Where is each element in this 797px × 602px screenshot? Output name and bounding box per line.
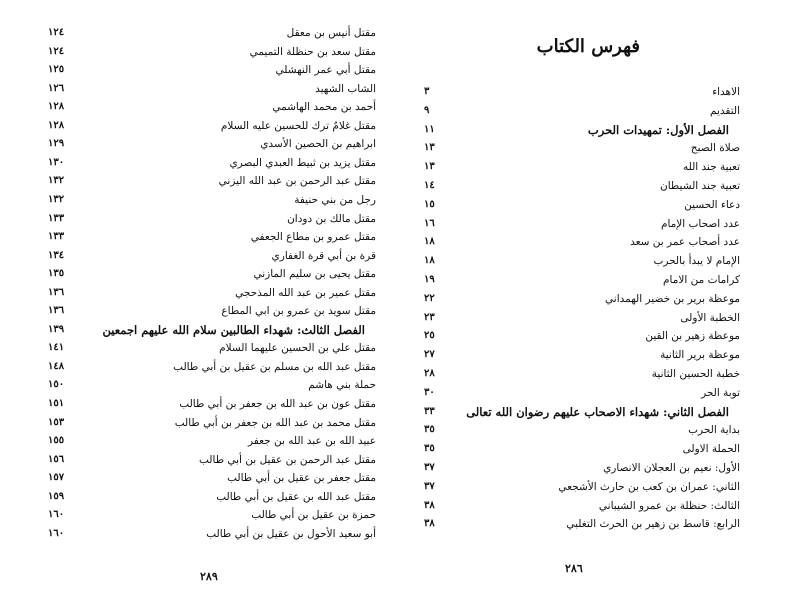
- toc-entry: [660, 177, 740, 195]
- entry-title: مقتل علي بن الحسين عليهما السلام: [219, 342, 376, 355]
- chapter-heading: الفصل الأول: تمهيدات الحرب: [587, 122, 729, 137]
- entry-title: عبيد الله بن عبد الله بن جعفر: [247, 435, 376, 448]
- entry-page-number: ١٢٦: [48, 82, 65, 94]
- entry-title: الخطبة الأولى: [680, 311, 740, 324]
- entry-title: الثاني: عمران بن كعب بن حارث الأشجعي: [558, 480, 740, 493]
- entry-page-number: ١٣٦: [48, 305, 65, 317]
- entry-page-number: ١٦٠: [48, 509, 65, 521]
- toc-entry: [653, 252, 740, 270]
- toc-entry: [680, 309, 740, 327]
- entry-page-number: ١١: [424, 123, 435, 135]
- entry-title: عدد اصحاب الإمام: [660, 217, 740, 230]
- entry-page-number: ١٢٨: [48, 119, 65, 131]
- toc-entry: [630, 233, 740, 251]
- entry-title: الأول: نعيم بن العجلان الانصاري: [603, 462, 740, 474]
- entry-title: مقتل عمير بن عبد الله المذحجي: [235, 286, 376, 299]
- entry-page-number: ١٣٤: [48, 249, 65, 261]
- entry-title: مقتل عون بن عبد الله بن جعفر بن أبي طالب: [179, 398, 376, 410]
- toc-entry: [566, 515, 740, 533]
- page-number-left: ٢٨٩: [200, 570, 218, 583]
- toc-entry: [663, 271, 740, 289]
- entry-title: التقديم: [709, 104, 740, 117]
- toc-entry: [308, 376, 376, 394]
- toc-entry: [219, 172, 376, 190]
- entry-title: حمزة بن عقيل بن أبي طالب: [251, 509, 376, 522]
- entry-title: تعبية جند الله: [682, 161, 740, 174]
- entry-page-number: ٢٨: [424, 368, 435, 379]
- entry-page-number: ٣٧: [424, 462, 435, 473]
- entry-title: مقتل سويد بن عمرو بن ابي المطاع: [221, 305, 376, 318]
- toc-entry: [199, 451, 376, 469]
- toc-entry: [683, 440, 740, 458]
- toc-entry: [588, 121, 729, 139]
- toc-entry: [216, 488, 376, 506]
- toc-entry: [466, 403, 729, 421]
- chapter-heading: الفصل الثاني: شهداء الاصحاب عليهم رضوان الله تعالى: [466, 404, 729, 419]
- entry-page-number: ١٥٠: [48, 379, 65, 391]
- entry-page-number: ٣٥: [424, 443, 435, 455]
- entry-page-number: ٢٢: [424, 292, 435, 304]
- entry-title: الثالث: حنظلة بن عمرو الشيباني: [598, 499, 740, 512]
- toc-entry: [645, 327, 740, 345]
- entry-page-number: ١٤: [424, 180, 435, 191]
- toc-entry: [175, 414, 376, 432]
- entry-page-number: ١٣٢: [48, 193, 65, 205]
- toc-entry: [251, 228, 376, 246]
- entry-page-number: ١٣٣: [48, 212, 65, 224]
- entry-page-number: ١٥٣: [48, 416, 65, 428]
- toc-entry: [287, 210, 376, 228]
- entry-title: مقتل جعفر بن عقيل بن أبي طالب: [227, 472, 376, 485]
- toc-entry: [253, 265, 376, 283]
- entry-title: الإمام لا يبدأ بالحرب: [653, 255, 740, 268]
- entry-title: بداية الحرب: [688, 424, 740, 437]
- page-number-right: ٢٨٦: [565, 562, 583, 575]
- entry-page-number: ١٢٩: [48, 138, 65, 150]
- toc-entry: [173, 358, 376, 376]
- entry-title: الشاب الشهيد: [315, 82, 376, 95]
- toc-entry: [227, 469, 376, 487]
- page-title: فهرس الكتاب: [536, 36, 640, 57]
- toc-entry: [272, 247, 376, 265]
- entry-page-number: ٢٧: [424, 349, 435, 361]
- entry-page-number: ١٣: [424, 161, 435, 173]
- toc-entry: [221, 117, 376, 135]
- entry-title: مقتل عمرو بن مطاع الجعفي: [250, 231, 376, 244]
- entry-page-number: ١٦: [424, 217, 435, 229]
- entry-page-number: ١٢٤: [48, 45, 65, 57]
- toc-entry: [229, 154, 376, 172]
- toc-entry: [605, 290, 740, 308]
- entry-title: مقتل غلامٌ ترك للحسين عليه السلام: [220, 119, 376, 132]
- toc-entry: [179, 395, 376, 413]
- toc-entry: [206, 525, 376, 543]
- toc-entry: [684, 196, 740, 214]
- entry-page-number: ٣: [424, 86, 430, 97]
- entry-title: أحمد بن محمد الهاشمي: [272, 101, 376, 114]
- entry-title: موعظة زهير بن القين: [645, 330, 740, 343]
- toc-entry: [219, 339, 376, 357]
- entry-page-number: ١٥٥: [48, 435, 65, 447]
- toc-entry: [235, 284, 376, 302]
- toc-entry: [683, 158, 740, 176]
- entry-title: مقتل محمد بن عبد الله بن جعفر بن أبي طالب: [174, 416, 376, 429]
- entry-page-number: ٢٣: [424, 311, 435, 323]
- entry-page-number: ١٢٨: [48, 101, 65, 113]
- entry-page-number: ١٥: [424, 198, 435, 210]
- entry-page-number: ٩: [424, 104, 430, 116]
- entry-title: مقتل سعد بن حنظلة التميمي: [249, 45, 376, 58]
- entry-title: مقتل يزيد بن ثبيط العبدي البصري: [229, 156, 376, 169]
- entry-page-number: ١٨: [424, 236, 435, 248]
- entry-page-number: ١٢٤: [48, 27, 65, 38]
- chapter-heading: الفصل الثالث: شهداء الطالبين سلام الله عليهم اجمعين: [102, 322, 365, 337]
- toc-entry: [701, 384, 740, 402]
- entry-title: مقتل عبد الرحمن بن عبد الله اليزني: [218, 175, 376, 188]
- toc-entry: [287, 24, 376, 42]
- entry-page-number: ٣٧: [424, 480, 435, 492]
- toc-entry: [599, 497, 740, 515]
- entry-page-number: ١٥٩: [48, 490, 65, 502]
- entry-title: مقتل عبد الرحمن بن عقيل بن أبي طالب: [198, 453, 376, 466]
- entry-title: تعبية جند الشيطان: [660, 180, 740, 192]
- entry-page-number: ١٦٠: [48, 527, 65, 539]
- entry-page-number: ١٥٦: [48, 453, 65, 465]
- entry-page-number: ١٥٧: [48, 472, 65, 484]
- entry-title: أبو سعيد الأحول بن عقيل بن أبي طالب: [206, 527, 376, 540]
- entry-title: مقتل يحيى بن سليم المازني: [253, 268, 376, 281]
- entry-page-number: ٣٣: [424, 405, 435, 417]
- entry-page-number: ١٢٥: [48, 64, 65, 76]
- entry-page-number: ١٣٣: [48, 231, 65, 243]
- entry-page-number: ١٤٨: [48, 360, 65, 372]
- entry-title: الاهداء: [712, 86, 740, 98]
- entry-title: دعاء الحسين: [684, 198, 740, 211]
- toc-entry: [603, 459, 740, 477]
- toc-entry: [660, 346, 740, 364]
- toc-entry: [260, 135, 376, 153]
- entry-title: مقتل أبي عمر النهشلي: [275, 64, 376, 77]
- entry-title: خطبة الحسين الثانية: [651, 368, 740, 380]
- entry-page-number: ١٩: [424, 274, 435, 285]
- entry-page-number: ١٣٩: [48, 323, 65, 335]
- toc-entry: [691, 139, 740, 157]
- toc-entry: [688, 421, 740, 439]
- entry-title: الحملة الاولى: [682, 443, 740, 456]
- entry-page-number: ٣٠: [424, 386, 435, 398]
- toc-entry: [652, 365, 740, 383]
- toc-entry: [250, 43, 376, 61]
- entry-page-number: ١٣٥: [48, 268, 65, 280]
- entry-title: عدد أصحاب عمر بن سعد: [630, 236, 740, 249]
- toc-entry: [275, 61, 376, 79]
- toc-entry: [315, 80, 376, 98]
- entry-page-number: ٣٨: [424, 499, 435, 511]
- entry-page-number: ١٣: [424, 142, 435, 154]
- toc-entry: [103, 321, 365, 339]
- entry-page-number: ١٥١: [48, 398, 65, 409]
- entry-title: موعظة برير الثانية: [660, 349, 740, 362]
- entry-page-number: ٢٥: [424, 330, 435, 342]
- toc-entry: [558, 478, 740, 496]
- entry-title: قرة بن أبي قرة الغفاري: [271, 249, 376, 262]
- entry-title: صلاة الصبح: [690, 142, 740, 155]
- toc-entry: [294, 191, 376, 209]
- entry-page-number: ٣٥: [424, 424, 435, 436]
- entry-title: مقتل عبد الله بن مسلم بن عقيل بن أبي طالب: [173, 360, 376, 373]
- toc-entry: [272, 98, 376, 116]
- toc-entry: [248, 432, 376, 450]
- entry-page-number: ٣٨: [424, 518, 435, 530]
- entry-title: الرابع: قاسط بن زهير بن الحرث التغلبي: [566, 518, 740, 531]
- toc-entry: [221, 302, 376, 320]
- entry-title: مقتل أنيس بن معقل: [286, 27, 376, 39]
- toc-entry: [712, 83, 740, 101]
- entry-title: موعظة برير بن خضير الهمداني: [605, 292, 740, 305]
- entry-page-number: ١٨: [424, 255, 435, 267]
- toc-entry: [251, 506, 376, 524]
- entry-page-number: ١٣٦: [48, 286, 65, 298]
- entry-title: رجل من بني حنيفة: [294, 193, 376, 206]
- entry-title: توبة الحر: [701, 386, 740, 399]
- right-page: [400, 0, 797, 602]
- entry-page-number: ١٣٠: [48, 156, 65, 168]
- entry-page-number: ١٤١: [48, 342, 65, 354]
- toc-entry: [710, 102, 740, 120]
- entry-title: مقتل عبد الله بن عقيل بن أبي طالب: [216, 490, 376, 503]
- entry-title: حملة بني هاشم: [308, 379, 376, 392]
- entry-title: كرامات من الامام: [663, 274, 740, 286]
- toc-entry: [661, 215, 740, 233]
- entry-title: مقتل مالك بن دودان: [287, 212, 376, 225]
- entry-title: ابراهيم بن الحصين الأسدي: [260, 138, 376, 151]
- entry-page-number: ١٣٢: [48, 175, 65, 187]
